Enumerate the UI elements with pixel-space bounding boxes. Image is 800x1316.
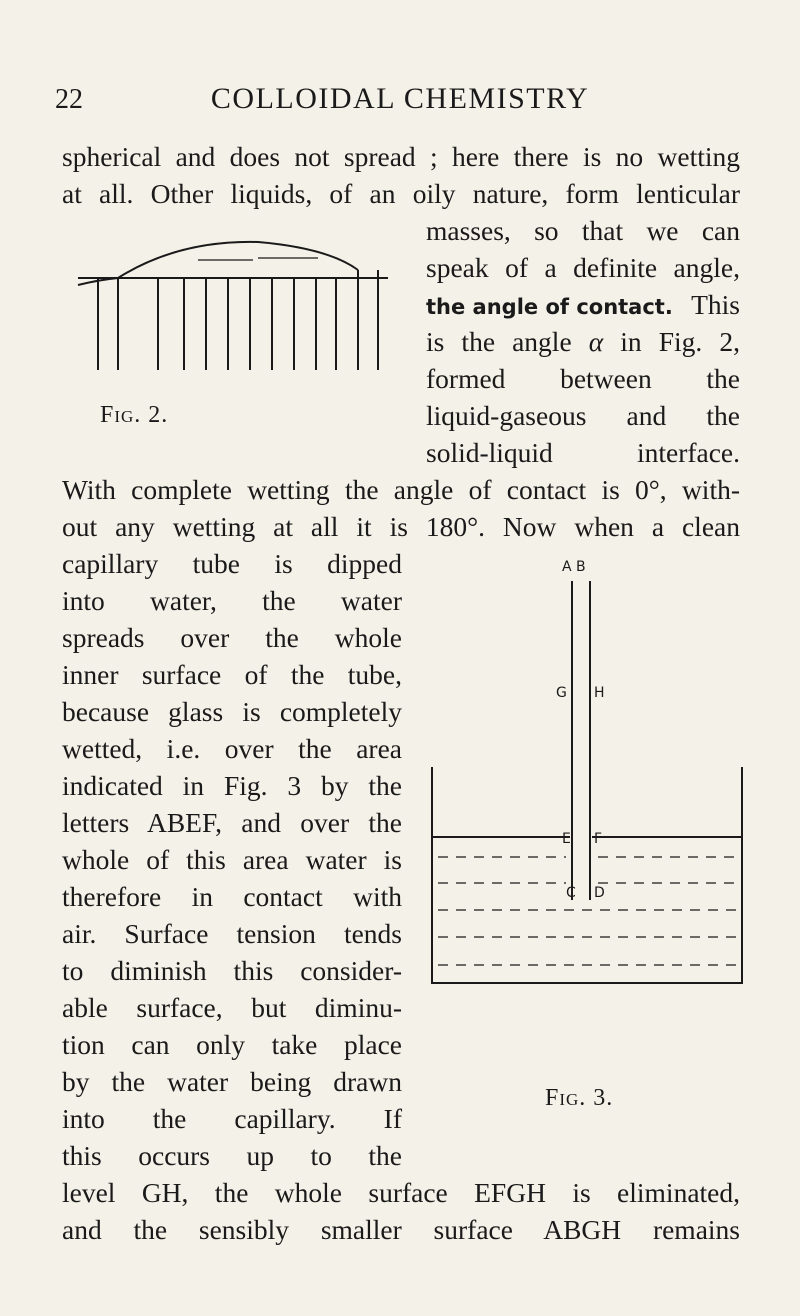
text-line-19: letters ABEF, and over the	[62, 807, 402, 838]
fig-3-caption: Fig. 3.	[545, 1085, 614, 1111]
text-line-16: because glass is completely	[62, 696, 402, 727]
text-line-28: this occurs up to the	[62, 1140, 402, 1171]
label-D: D	[594, 885, 605, 901]
label-A: A	[562, 559, 572, 575]
label-C: C	[566, 885, 576, 901]
text-line-23: to diminish this consider-	[62, 955, 402, 986]
label-F: F	[594, 831, 603, 847]
text-line-11: out any wetting at all it is 180°. Now when a clean	[62, 511, 740, 542]
text-line-22: air. Surface tension tends	[62, 918, 402, 949]
text-line-15: inner surface of the tube,	[62, 659, 402, 690]
text-line-13: into water, the water	[62, 585, 402, 616]
text-this: This	[691, 289, 740, 320]
text-line-29: level GH, the whole surface EFGH is eliminated,	[62, 1177, 740, 1208]
text-line-2: at all. Other liquids, of an oily nature, form lenticular	[62, 178, 740, 209]
text-line-10: With complete wetting the angle of contact is 0°, with-	[62, 474, 740, 505]
fig-2-caption: Fig. 2.	[100, 402, 169, 428]
text-line-27: into the capillary. If	[62, 1103, 402, 1134]
text-line-6: is the angle α in Fig. 2,	[426, 326, 741, 357]
text-line-5	[426, 288, 740, 324]
running-title: COLLOIDAL CHEMISTRY	[210, 82, 590, 115]
alpha-symbol: α	[588, 326, 604, 357]
page-number: 22	[55, 84, 83, 115]
text-line-30: and the sensibly smaller surface ABGH remains	[62, 1214, 740, 1245]
text-line-1: spherical and does not spread ; here there is no wetting	[62, 141, 740, 172]
label-E: E	[562, 831, 571, 847]
text-line-7: formed between the	[426, 363, 740, 394]
figure-2	[58, 210, 403, 370]
text-line-20: whole of this area water is	[62, 844, 402, 875]
text-line-12: capillary tube is dipped	[62, 548, 402, 579]
text-line-21: therefore in contact with	[62, 881, 402, 912]
label-B: B	[576, 559, 586, 575]
term-angle-of-contact: the angle of contact.	[426, 295, 673, 319]
label-G: G	[556, 685, 567, 701]
text-line-3: masses, so that we can	[426, 215, 740, 246]
text-line-24: able surface, but diminu-	[62, 992, 402, 1023]
text-line-4: speak of a definite angle,	[426, 252, 740, 283]
text-line-9: solid-liquid interface.	[426, 437, 740, 468]
text-line-18: indicated in Fig. 3 by the	[62, 770, 402, 801]
text-line-8: liquid-gaseous and the	[426, 400, 740, 431]
label-H: H	[594, 685, 605, 701]
text-line-14: spreads over the whole	[62, 622, 402, 653]
figure-3	[420, 545, 750, 985]
text-line-17: wetted, i.e. over the area	[62, 733, 402, 764]
text-line-25: tion can only take place	[62, 1029, 402, 1060]
text-line-26: by the water being drawn	[62, 1066, 402, 1097]
